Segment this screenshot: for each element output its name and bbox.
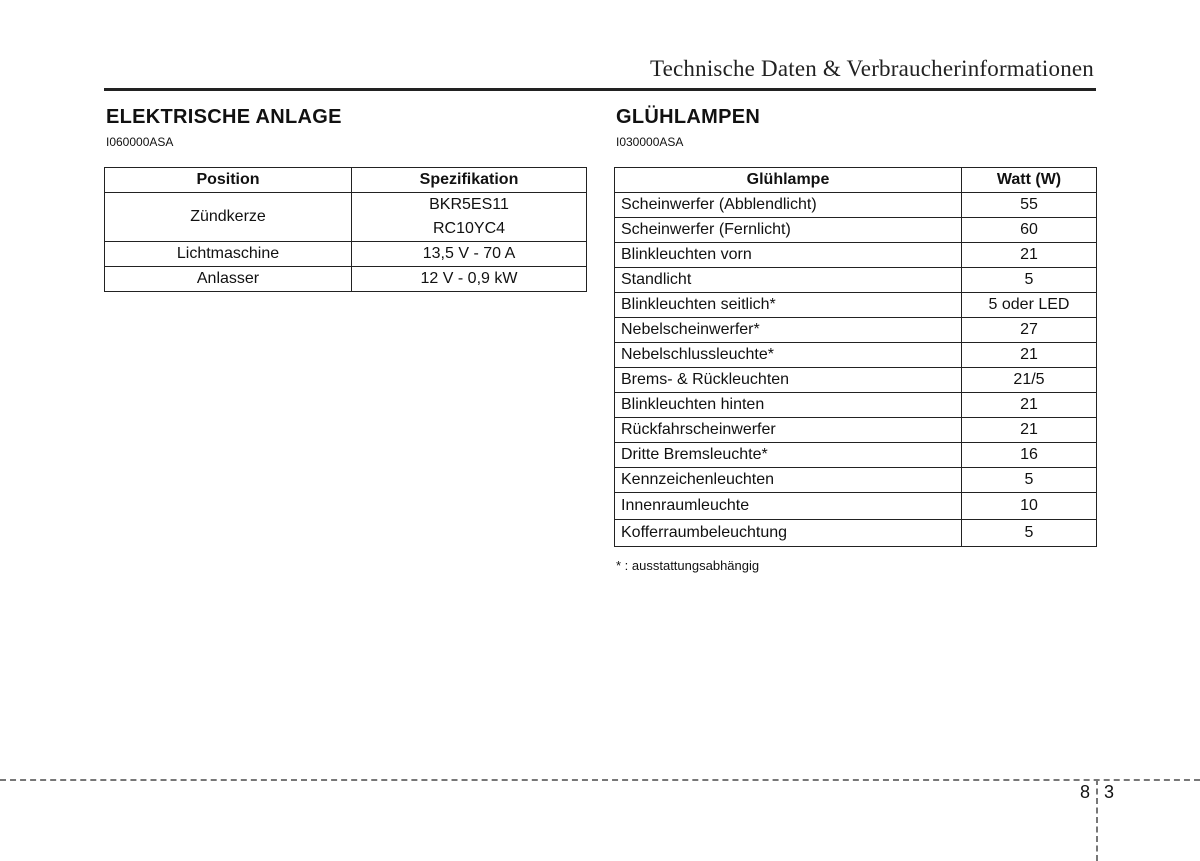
table-row <box>615 368 1097 393</box>
bulb-watt-cell: 55 <box>962 193 1097 218</box>
section-code-gluehlampen: I030000ASA <box>616 135 684 149</box>
header-rule <box>104 88 1096 91</box>
bulb-watt-cell: 21 <box>962 418 1097 443</box>
bulb-name-cell: Scheinwerfer (Abblendlicht) <box>615 193 962 218</box>
column-header-gluehlampe: Glühlampe <box>615 168 962 193</box>
page-header-title: Technische Daten & Verbraucherinformationen <box>649 56 1094 81</box>
table-row <box>615 293 1097 318</box>
bulb-watt-cell: 21 <box>962 393 1097 418</box>
spec-cell: 13,5 V - 70 A <box>352 242 587 267</box>
spec-cell: 12 V - 0,9 kW <box>352 267 587 292</box>
gluehlampen-table <box>614 167 1097 547</box>
bulb-watt-cell: 5 oder LED <box>962 293 1097 318</box>
table-row <box>615 243 1097 268</box>
table-row <box>615 343 1097 368</box>
bulb-name-cell: Standlicht <box>615 268 962 293</box>
table-row <box>615 393 1097 418</box>
table-header-row <box>615 168 1097 193</box>
section-title-elektrik: ELEKTRISCHE ANLAGE <box>106 106 342 128</box>
bulb-name-cell: Nebelscheinwerfer* <box>615 318 962 343</box>
bulb-name-cell: Dritte Bremsleuchte* <box>615 443 962 468</box>
bulb-watt-cell: 5 <box>962 520 1097 547</box>
bulb-name-cell: Innenraumleuchte <box>615 493 962 520</box>
bulb-watt-cell: 27 <box>962 318 1097 343</box>
table-row <box>615 520 1097 547</box>
position-cell: Anlasser <box>105 267 352 292</box>
bulb-name-cell: Blinkleuchten hinten <box>615 393 962 418</box>
spec-cell: BKR5ES11 <box>352 193 587 218</box>
table-row <box>105 242 587 267</box>
bulb-watt-cell: 60 <box>962 218 1097 243</box>
table-row <box>615 443 1097 468</box>
column-header-watt: Watt (W) <box>962 168 1097 193</box>
table-row <box>615 218 1097 243</box>
table-row <box>615 268 1097 293</box>
footnote: * : ausstattungsabhängig <box>616 558 760 573</box>
column-header-spezifikation: Spezifikation <box>352 168 587 193</box>
table-row <box>615 493 1097 520</box>
position-cell: Zündkerze <box>105 193 352 242</box>
bulb-watt-cell: 10 <box>962 493 1097 520</box>
table-row <box>105 267 587 292</box>
page-number: 3 <box>1104 782 1115 802</box>
column-header-position: Position <box>105 168 352 193</box>
bulb-watt-cell: 16 <box>962 443 1097 468</box>
table-header-row <box>105 168 587 193</box>
gluehlampen-table-body <box>615 193 1097 547</box>
bulb-name-cell: Blinkleuchten seitlich* <box>615 293 962 318</box>
elektrik-table <box>104 167 587 292</box>
position-cell: Lichtmaschine <box>105 242 352 267</box>
bulb-name-cell: Nebelschlussleuchte* <box>615 343 962 368</box>
table-row <box>105 193 587 218</box>
bulb-name-cell: Kennzeichenleuchten <box>615 468 962 493</box>
bulb-name-cell: Rückfahrscheinwerfer <box>615 418 962 443</box>
bulb-watt-cell: 21 <box>962 243 1097 268</box>
bulb-name-cell: Blinkleuchten vorn <box>615 243 962 268</box>
table-row <box>615 468 1097 493</box>
section-code-elektrik: I060000ASA <box>106 135 174 149</box>
bulb-watt-cell: 5 <box>962 268 1097 293</box>
footer-dashed-rule <box>0 779 1200 781</box>
table-row <box>615 193 1097 218</box>
table-row <box>615 318 1097 343</box>
bulb-watt-cell: 5 <box>962 468 1097 493</box>
bulb-name-cell: Kofferraumbeleuchtung <box>615 520 962 547</box>
section-title-gluehlampen: GLÜHLAMPEN <box>616 106 761 128</box>
footer-page-divider <box>1096 779 1098 861</box>
bulb-name-cell: Scheinwerfer (Fernlicht) <box>615 218 962 243</box>
spec-cell: RC10YC4 <box>352 217 587 242</box>
bulb-name-cell: Brems- & Rückleuchten <box>615 368 962 393</box>
bulb-watt-cell: 21 <box>962 343 1097 368</box>
table-row <box>615 418 1097 443</box>
chapter-number: 8 <box>1080 782 1091 802</box>
bulb-watt-cell: 21/5 <box>962 368 1097 393</box>
